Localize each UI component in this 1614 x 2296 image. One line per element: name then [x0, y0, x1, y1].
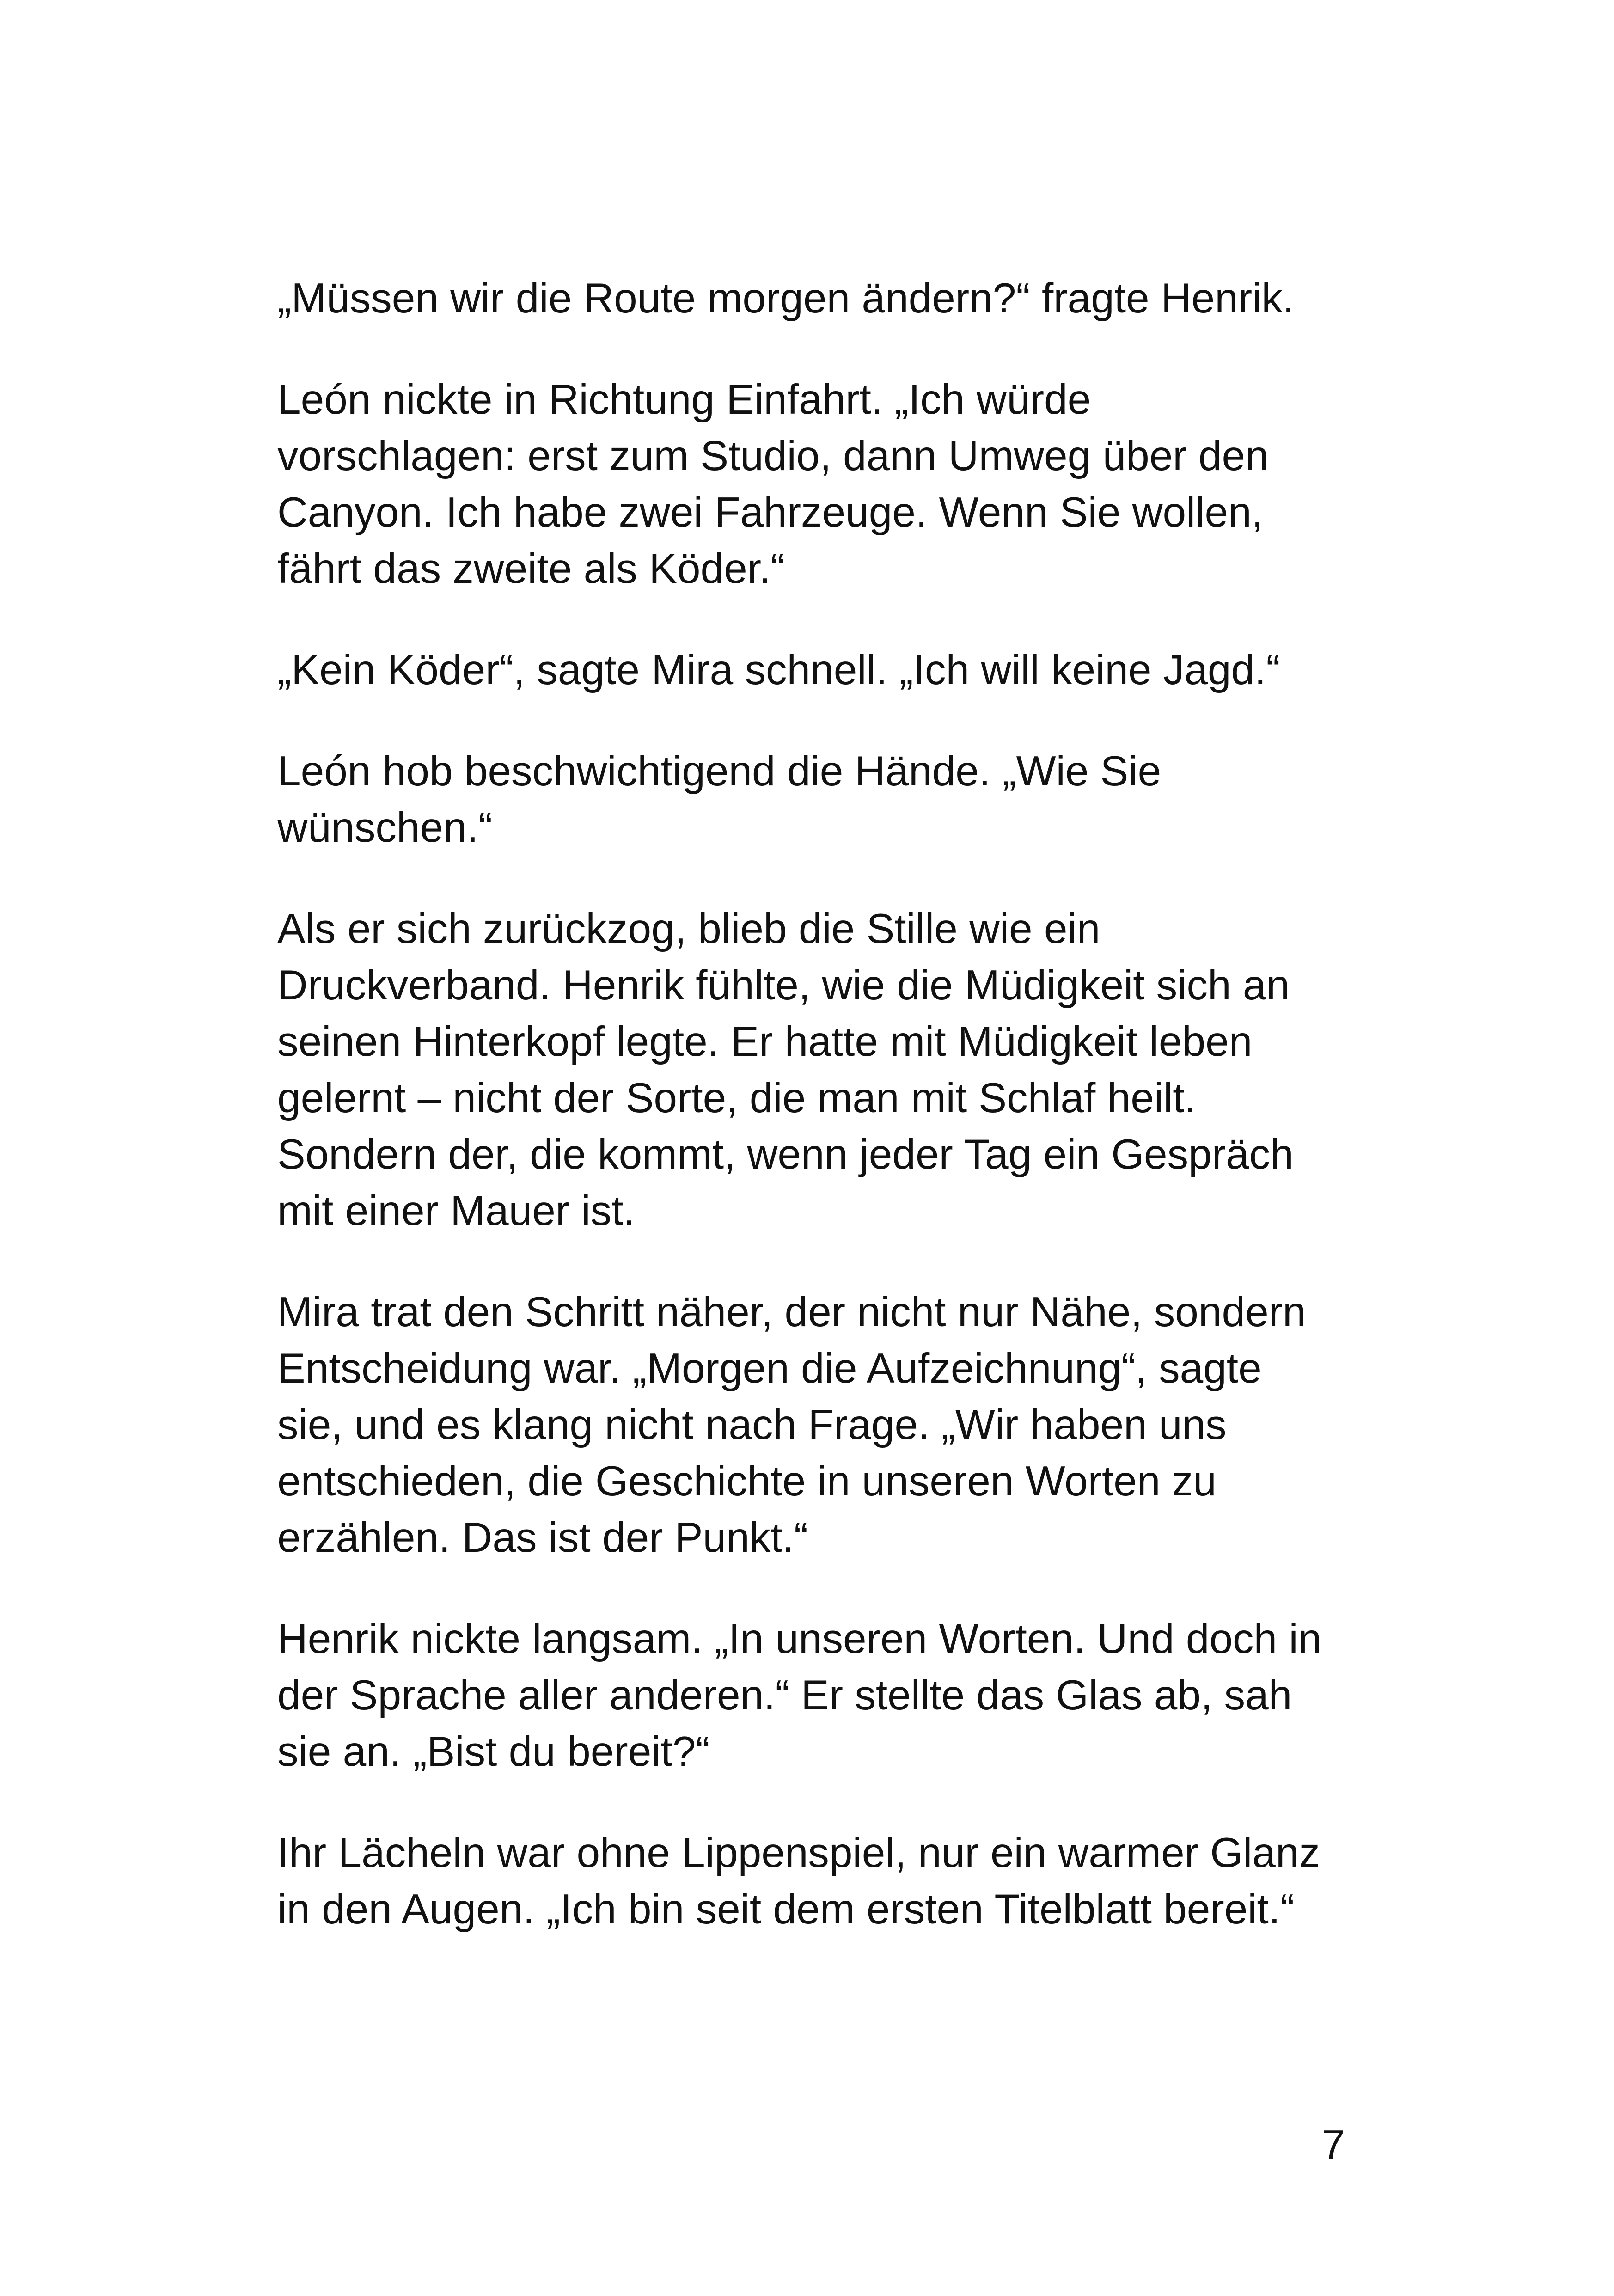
text-line: León hob beschwichtigend die Hände. „Wie Sie	[277, 748, 1162, 795]
text-line: entschieden, die Geschichte in unseren Worten zu	[277, 1458, 1217, 1505]
paragraph-1	[277, 270, 1359, 327]
page-number: 7	[1321, 2122, 1345, 2168]
text-line: sie an. „Bist du bereit?“	[277, 1728, 710, 1775]
text-line: „Kein Köder“, sagte Mira schnell. „Ich will keine Jagd.“	[277, 647, 1280, 693]
paragraph-5	[277, 901, 1359, 1239]
text-line: erzählen. Das ist der Punkt.“	[277, 1514, 808, 1561]
body-text	[277, 270, 1359, 1983]
text-line: wünschen.“	[277, 804, 493, 851]
text-line: gelernt – nicht der Sorte, die man mit Schlaf heilt.	[277, 1075, 1196, 1121]
text-line: mit einer Mauer ist.	[277, 1188, 635, 1234]
text-line: León nickte in Richtung Einfahrt. „Ich würde	[277, 376, 1091, 423]
text-line: in den Augen. „Ich bin seit dem ersten Titelblatt bereit.“	[277, 1886, 1295, 1933]
text-line: Als er sich zurückzog, blieb die Stille wie ein	[277, 906, 1100, 952]
text-line: Mira trat den Schritt näher, der nicht nur Nähe, sondern	[277, 1289, 1306, 1335]
paragraph-2	[277, 372, 1359, 597]
paragraph-3	[277, 642, 1359, 698]
text-line: seinen Hinterkopf legte. Er hatte mit Müdigkeit leben	[277, 1018, 1253, 1065]
paragraph-8	[277, 1825, 1359, 1938]
text-line: vorschlagen: erst zum Studio, dann Umweg über den	[277, 433, 1269, 479]
text-line: fährt das zweite als Köder.“	[277, 545, 785, 592]
text-line: sie, und es klang nicht nach Frage. „Wir haben uns	[277, 1402, 1227, 1448]
paragraph-6	[277, 1284, 1359, 1566]
text-line: Henrik nickte langsam. „In unseren Worten. Und doch in	[277, 1616, 1322, 1662]
paragraph-4	[277, 743, 1359, 856]
text-line: Entscheidung war. „Morgen die Aufzeichnung“, sagte	[277, 1345, 1262, 1392]
text-line: Ihr Lächeln war ohne Lippenspiel, nur ein warmer Glanz	[277, 1830, 1321, 1876]
text-line: Druckverband. Henrik fühlte, wie die Müdigkeit sich an	[277, 962, 1290, 1009]
text-line: „Müssen wir die Route morgen ändern?“ fragte Henrik.	[277, 275, 1295, 322]
text-line: Sondern der, die kommt, wenn jeder Tag ein Gespräch	[277, 1131, 1294, 1178]
paragraph-7	[277, 1611, 1359, 1780]
text-line: Canyon. Ich habe zwei Fahrzeuge. Wenn Sie wollen,	[277, 489, 1263, 536]
text-line: der Sprache aller anderen.“ Er stellte das Glas ab, sah	[277, 1672, 1292, 1719]
